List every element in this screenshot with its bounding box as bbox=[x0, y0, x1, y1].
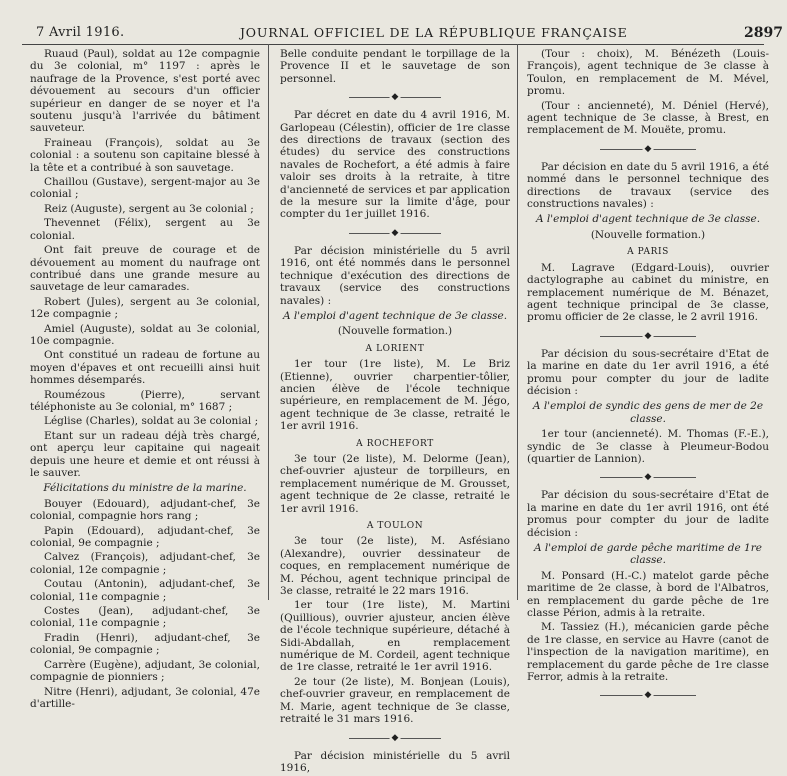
header-date: 7 Avril 1916. bbox=[36, 25, 125, 40]
paragraph: Costes (Jean), adjudant-chef, 3e colonial, 11e compagnie ; bbox=[30, 605, 260, 630]
ornament-divider bbox=[280, 92, 510, 102]
paragraph: 2e tour (2e liste), M. Bonjean (Louis), chef-ouvrier graveur, en remplacement de M. Marie, agent technique de 3e classe, retraité le 31 mars 1916. bbox=[280, 675, 510, 726]
header-rule bbox=[22, 44, 764, 45]
paragraph: Belle conduite pendant le torpillage de la Provence II et le sauvetage de son personnel. bbox=[280, 48, 510, 85]
paragraph: Papin (Edouard), adjudant-chef, 3e colonial, 9e compagnie ; bbox=[30, 524, 260, 550]
column-3 bbox=[527, 48, 769, 707]
location-heading: A ROCHEFORT bbox=[356, 438, 434, 449]
paragraph: Thevennet (Félix), sergent au 3e colonial. bbox=[30, 217, 260, 242]
ornament-divider bbox=[527, 690, 769, 700]
section-heading: A l'emploi de garde pêche maritime de 1re classe. bbox=[534, 542, 762, 567]
paragraph: (Tour : ancienneté), M. Déniel (Hervé), agent technique de 3e classe, à Brest, en remplacement de M. Mouëte, promu. bbox=[527, 99, 769, 137]
ornament-divider bbox=[527, 144, 769, 154]
paragraph: Par décision du sous-secrétaire d'Etat de la marine en date du 1er avril 1916, ont été promus pour compter du jour de ladite décision : bbox=[527, 489, 769, 539]
paragraph: Par décision du sous-secrétaire d'Etat de la marine en date du 1er avril 1916, a été promu pour compter du jour de ladite décision : bbox=[527, 347, 769, 397]
location-heading: A PARIS bbox=[627, 247, 669, 258]
paragraph: Etant sur un radeau déjà très chargé, ont aperçu leur capitaine qui nageait depuis une heure et demie et ont réussi à le sauver. bbox=[30, 429, 260, 479]
section-heading: A l'emploi d'agent technique de 3e classe. bbox=[282, 309, 508, 322]
paragraph: M. Tassiez (H.), mécanicien garde pêche de 1re classe, en service au Havre (canot de l'inspection de la navigation maritime), en remplacement du garde pêche de 1re classe Ferror, admis à la retraite. bbox=[527, 621, 769, 684]
paragraph: Par décision en date du 5 avril 1916, a été nommé dans le personnel technique des directions de travaux (service des constructions navales) : bbox=[527, 160, 769, 211]
paragraph: Bouyer (Edouard), adjudant-chef, 3e colonial, compagnie hors rang ; bbox=[30, 497, 260, 523]
ornament-divider bbox=[280, 228, 510, 238]
column-1 bbox=[30, 48, 260, 712]
paragraph: M. Lagrave (Edgard-Louis), ouvrier dactylographe au cabinet du ministre, en remplacement numérique de M. Bénazet, agent technique principal de 3e classe, promu officier de 2e classe, le 2 avril 1916. bbox=[527, 261, 769, 324]
paragraph: Ont constitué un radeau de fortune au moyen d'épaves et ont recueilli ainsi huit hommes désemparés. bbox=[30, 349, 260, 387]
paragraph: 1er tour (ancienneté). M. Thomas (F.-E.), syndic de 3e classe à Pleumeur-Bodou (quartier de Lannion). bbox=[527, 428, 769, 465]
paragraph: 1er tour (1re liste), M. Martini (Quillious), ouvrier ajusteur, ancien élève de l'école technique supérieure, détaché à Sidi-Abdallah, en remplacement numérique de M. Cordeil, agent technique de 1re classe, retraité le 1er avril 1916. bbox=[280, 599, 510, 674]
paragraph: Par décision ministérielle du 5 avril 1916, ont été nommés dans le personnel technique d'exécution des directions de travaux (service des constructions navales) : bbox=[280, 244, 510, 307]
ornament-divider bbox=[527, 331, 769, 341]
paragraph: 3e tour (2e liste), M. Delorme (Jean), chef-ouvrier ajusteur de torpilleurs, en remplacement numérique de M. Grousset, agent technique de 2e classe, retraité le 1er avril 1916. bbox=[280, 452, 510, 515]
section-subheading: (Nouvelle formation.) bbox=[337, 325, 453, 338]
section-heading: A l'emploi de syndic des gens de mer de 2e classe. bbox=[532, 400, 764, 425]
section-heading: A l'emploi d'agent technique de 3e classe. bbox=[535, 213, 761, 226]
ornament-divider bbox=[527, 472, 769, 482]
section-subheading: (Nouvelle formation.) bbox=[590, 228, 706, 241]
paragraph: Léglise (Charles), soldat au 3e colonial ; bbox=[44, 415, 259, 428]
paragraph: Par décret en date du 4 avril 1916, M. Garlopeau (Célestin), officier de 1re classe des directions de travaux (section des études) du service des constructions navales de Rochefort, a été admis à faire valoir ses droits à la retraite, à titre d'ancienneté de services et par application de la mesure sur la limite d'âge, pour compter du 1er juillet 1916. bbox=[280, 109, 510, 221]
paragraph: M. Ponsard (H.-C.) matelot garde pêche maritime de 2e classe, à bord de l'Albatros, en remplacement du garde pêche de 1re classe Périon, admis à la retraite. bbox=[527, 569, 769, 620]
column-2 bbox=[280, 48, 510, 776]
paragraph: Fraineau (François), soldat au 3e colonial : a soutenu son capitaine blessé à la tête et a contribué à son sauvetage. bbox=[30, 136, 260, 174]
column-divider bbox=[517, 44, 518, 600]
paragraph: Carrère (Eugène), adjudant, 3e colonial, compagnie de pionniers ; bbox=[30, 658, 260, 684]
column-divider bbox=[268, 44, 269, 600]
paragraph: Amiel (Auguste), soldat au 3e colonial, 10e compagnie. bbox=[30, 322, 260, 347]
section-heading: Félicitations du ministre de la marine. bbox=[43, 482, 247, 495]
paragraph: Chaillou (Gustave), sergent-major au 3e colonial ; bbox=[30, 176, 260, 201]
paragraph: Roumézous (Pierre), servant téléphoniste au 3e colonial, m° 1687 ; bbox=[30, 388, 260, 413]
paragraph: Nitre (Henri), adjudant, 3e colonial, 47e d'artille- bbox=[30, 685, 260, 710]
paragraph: Fradin (Henri), adjudant-chef, 3e colonial, 9e compagnie ; bbox=[30, 631, 260, 657]
page-number: 2897 bbox=[744, 25, 783, 41]
paragraph: Calvez (François), adjudant-chef, 3e colonial, 12e compagnie ; bbox=[30, 551, 260, 576]
paragraph: Ont fait preuve de courage et de dévouement au moment du naufrage ont contribué dans une grande mesure au sauvetage de leur camarades. bbox=[30, 244, 260, 294]
paragraph: Par décision ministérielle du 5 avril 1916, bbox=[280, 749, 510, 774]
location-heading: A LORIENT bbox=[365, 343, 425, 354]
paragraph: Robert (Jules), sergent au 3e colonial, 12e compagnie ; bbox=[30, 295, 260, 321]
location-heading: A TOULON bbox=[366, 521, 424, 531]
page-header bbox=[28, 24, 783, 42]
paragraph: Coutau (Antonin), adjudant-chef, 3e colonial, 11e compagnie ; bbox=[30, 578, 260, 603]
journal-title: JOURNAL OFFICIEL DE LA RÉPUBLIQUE FRANÇAISE bbox=[240, 25, 628, 40]
paragraph: 1er tour (1re liste), M. Le Briz (Etienne), ouvrier charpentier-tôlier, ancien élève de l'école technique supérieure, en remplacement de M. Jégo, agent technique de 3e classe, retraité le 1er avril 1916. bbox=[280, 358, 510, 433]
paragraph: 3e tour (2e liste), M. Asfésiano (Alexandre), ouvrier dessinateur de coques, en remplacement numérique de M. Péchou, agent technique principal de 3e classe, retraité le 22 mars 1916. bbox=[280, 535, 510, 598]
paragraph: Reiz (Auguste), sergent au 3e colonial ; bbox=[44, 202, 254, 215]
paragraph: (Tour : choix), M. Bénézeth (Louis-François), agent technique de 3e classe à Toulon, en remplacement de M. Mével, promu. bbox=[527, 48, 769, 98]
ornament-divider bbox=[280, 733, 510, 743]
paragraph: Ruaud (Paul), soldat au 12e compagnie du 3e colonial, m° 1197 : après le naufrage de la Provence, s'est porté avec dévouement au secours d'un officier supérieur en danger de se noyer et l'a soutenu jusqu'à l'arrivée du bâtiment sauveteur. bbox=[30, 48, 260, 135]
